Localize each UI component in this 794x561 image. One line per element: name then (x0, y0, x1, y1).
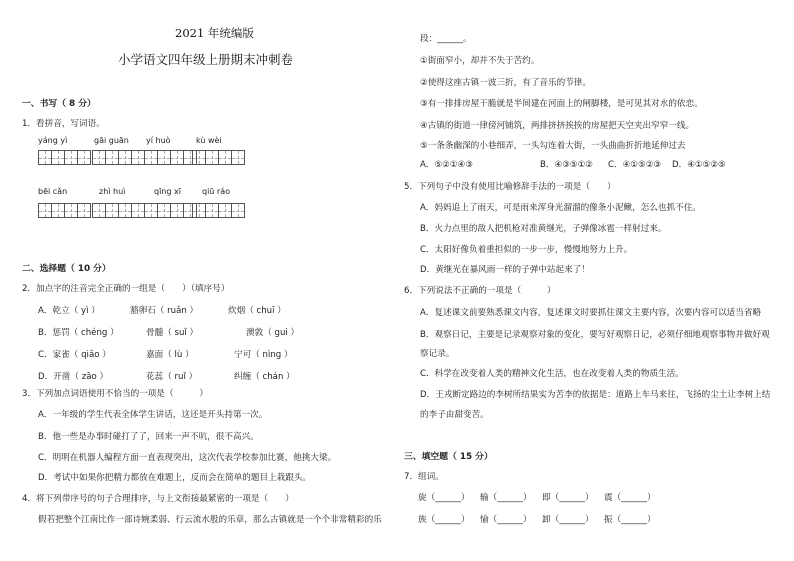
writing-grid-2-1[interactable] (38, 203, 90, 218)
pinyin-1-3: yí huò (146, 136, 171, 145)
q4-option-d: D．④①⑤②⑤ (672, 160, 726, 170)
q7-blank-6[interactable]: 愉（______） (480, 515, 532, 525)
q2-d-2: 花蕊（ ruǐ ） (146, 372, 198, 382)
writing-grid-1-3[interactable] (144, 150, 196, 165)
q5-option-b: B．火力点里的敌人把机枪对准黄继光，子弹像冰雹一样射过来。 (420, 224, 667, 234)
q7-blank-8[interactable]: 振（______） (604, 515, 656, 525)
q5-option-c: C．太阳好像负着重担似的一步一步，慢慢地努力上升。 (420, 245, 633, 255)
q2-b-1: B．惩罚（ chéng ） (38, 328, 119, 338)
q2-a-3: 炊烟（ chuī ） (228, 306, 286, 316)
q6-option-b: B．观察日记，主要是记录观察对象的变化，要写好观察日记，必须仔细地观察事物并做好观 (420, 330, 770, 340)
q7-stem: 7．组词。 (404, 472, 444, 482)
q3-option-b: B．他一些是办事时碰打了了，回来一声不吭，很不高兴。 (38, 432, 259, 442)
q2-c-3: 宁可（ nìng ） (234, 350, 293, 360)
title-line2: 小学语文四年级上册期末冲刺卷 (118, 52, 294, 67)
writing-grid-2-2[interactable] (92, 203, 144, 218)
q3-option-d: D．考试中如果你把精力都放在难题上，反而会在简单的题目上栽跟头。 (38, 473, 312, 483)
q4-option-b: B．④③⑤①② (540, 160, 594, 170)
q7-blank-4[interactable]: 震（______） (604, 493, 656, 503)
q4-passage-end: 段：______。 (420, 34, 472, 44)
writing-grid-1-4[interactable] (192, 150, 244, 165)
q4-stem: 4．将下列带序号的句子合理排序，与上文衔接最紧密的一项是（ ） (22, 494, 294, 504)
q6-option-b-cont: 察记录。 (420, 349, 455, 359)
q4-option-a: A．⑤②①④③ (420, 160, 473, 170)
pinyin-2-3: qīng xī (154, 187, 181, 196)
q4-item-3: ③有一排排房屋干脆就是半间建在河面上的闸脚楼，是可见其对水的依恋。 (420, 99, 703, 109)
q6-option-a: A．复述课文前要熟悉课文内容，复述课文时要抓住课文主要内容，次要内容可以适当省略 (420, 308, 762, 318)
q4-passage-start: 假若把整个江南比作一部诗婉柔弱、行云流水般的乐章，那么古镇就是一个个非常精彩的乐 (38, 515, 382, 525)
q6-option-d: D．王戎断定路边的李树所结果实为苦李的依据是：道路上车马来往，飞扬的尘土让李树上结 (420, 390, 771, 400)
section3-heading: 三、填空题（ 15 分） (404, 452, 493, 462)
q2-a-2: 豁卵石（ ruǎn ） (130, 306, 199, 316)
section2-heading: 二、选择题（ 10 分） (22, 264, 111, 274)
q7-blank-5[interactable]: 族（______） (418, 515, 470, 525)
q5-option-a: A．妈妈追上了雨天，可是雨来浑身光溜溜的像条小泥鳅，怎么也抓不住。 (420, 203, 701, 213)
q3-option-c: C．明明在机器人编程方面一直表现突出，这次代表学校参加比赛，他挑大梁。 (38, 453, 337, 463)
q5-option-d: D．黄继光在暴风雨一样的子弹中站起来了！ (420, 265, 590, 275)
q6-option-c: C．科学在改变着人类的精神文化生活，也在改变着人类的物质生活。 (420, 369, 684, 379)
q2-stem: 2．加点字的注音完全正确的一组是（ ）（填序号） (22, 284, 230, 294)
writing-grid-1-1[interactable] (38, 150, 90, 165)
q4-item-5: ⑤一条条幽深的小巷细弄，一头勾连着大街，一头曲曲折折地延伸过去 (420, 141, 686, 151)
q7-blank-1[interactable]: 旋（______） (418, 493, 470, 503)
q2-b-3: 澳敦（ gui ） (246, 328, 300, 338)
q6-stem: 6．下列说法不正确的一项是（ ） (404, 286, 556, 296)
q2-a-1: A．乾立（ yì ） (38, 306, 100, 316)
writing-grid-2-4[interactable] (192, 203, 244, 218)
pinyin-2-2: zhì huì (99, 187, 126, 196)
q2-b-2: 骨髓（ suǐ ） (146, 328, 199, 338)
q4-item-2: ②使得这座古镇一波三折，有了音乐的节律。 (420, 78, 591, 88)
q7-blank-7[interactable]: 卸（______） (542, 515, 594, 525)
q4-item-4: ④古镇的街道一律傍河铺筑，两排挤挤挨挨的房屋把天空夹出窄窄一线。 (420, 121, 695, 131)
q2-c-2: 嘉面（ lù ） (146, 350, 194, 360)
pinyin-2-1: bēi cǎn (38, 187, 68, 196)
q4-item-1: ①街面窄小，却并不失于苦约。 (420, 56, 540, 66)
q7-blank-2[interactable]: 输（______） (480, 493, 532, 503)
pinyin-1-2: gāi guān (94, 136, 129, 145)
writing-grid-2-3[interactable] (144, 203, 196, 218)
section1-heading: 一、书写（ 8 分） (22, 99, 96, 109)
q5-stem: 5．下列句子中没有使用比喻修辞手法的一项是（ ） (404, 182, 616, 192)
writing-grid-1-2[interactable] (92, 150, 144, 165)
title-line1: 2021 年统编版 (175, 26, 254, 40)
q3-option-a: A．一年级的学生代表全体学生讲话，这还是开头持第一次。 (38, 410, 268, 420)
q6-option-d-cont: 的李子由甜变苦。 (420, 410, 489, 420)
q2-c-1: C．家雀（ qiǎo ） (38, 350, 111, 360)
pinyin-2-4: qiū ráo (202, 187, 230, 196)
q4-option-c: C．④①⑤②③ (608, 160, 662, 170)
q1-stem: 1．看拼音，写词语。 (22, 119, 105, 129)
q3-stem: 3．下列加点词语使用不恰当的一项是（ ） (22, 389, 208, 399)
pinyin-1-1: yáng yì (38, 136, 68, 145)
pinyin-1-4: kù wèi (196, 136, 222, 145)
q7-blank-3[interactable]: 即（______） (542, 493, 594, 503)
q2-d-1: D．开凿（ zāo ） (38, 372, 109, 382)
q2-d-3: 纠缠（ chán ） (234, 372, 295, 382)
